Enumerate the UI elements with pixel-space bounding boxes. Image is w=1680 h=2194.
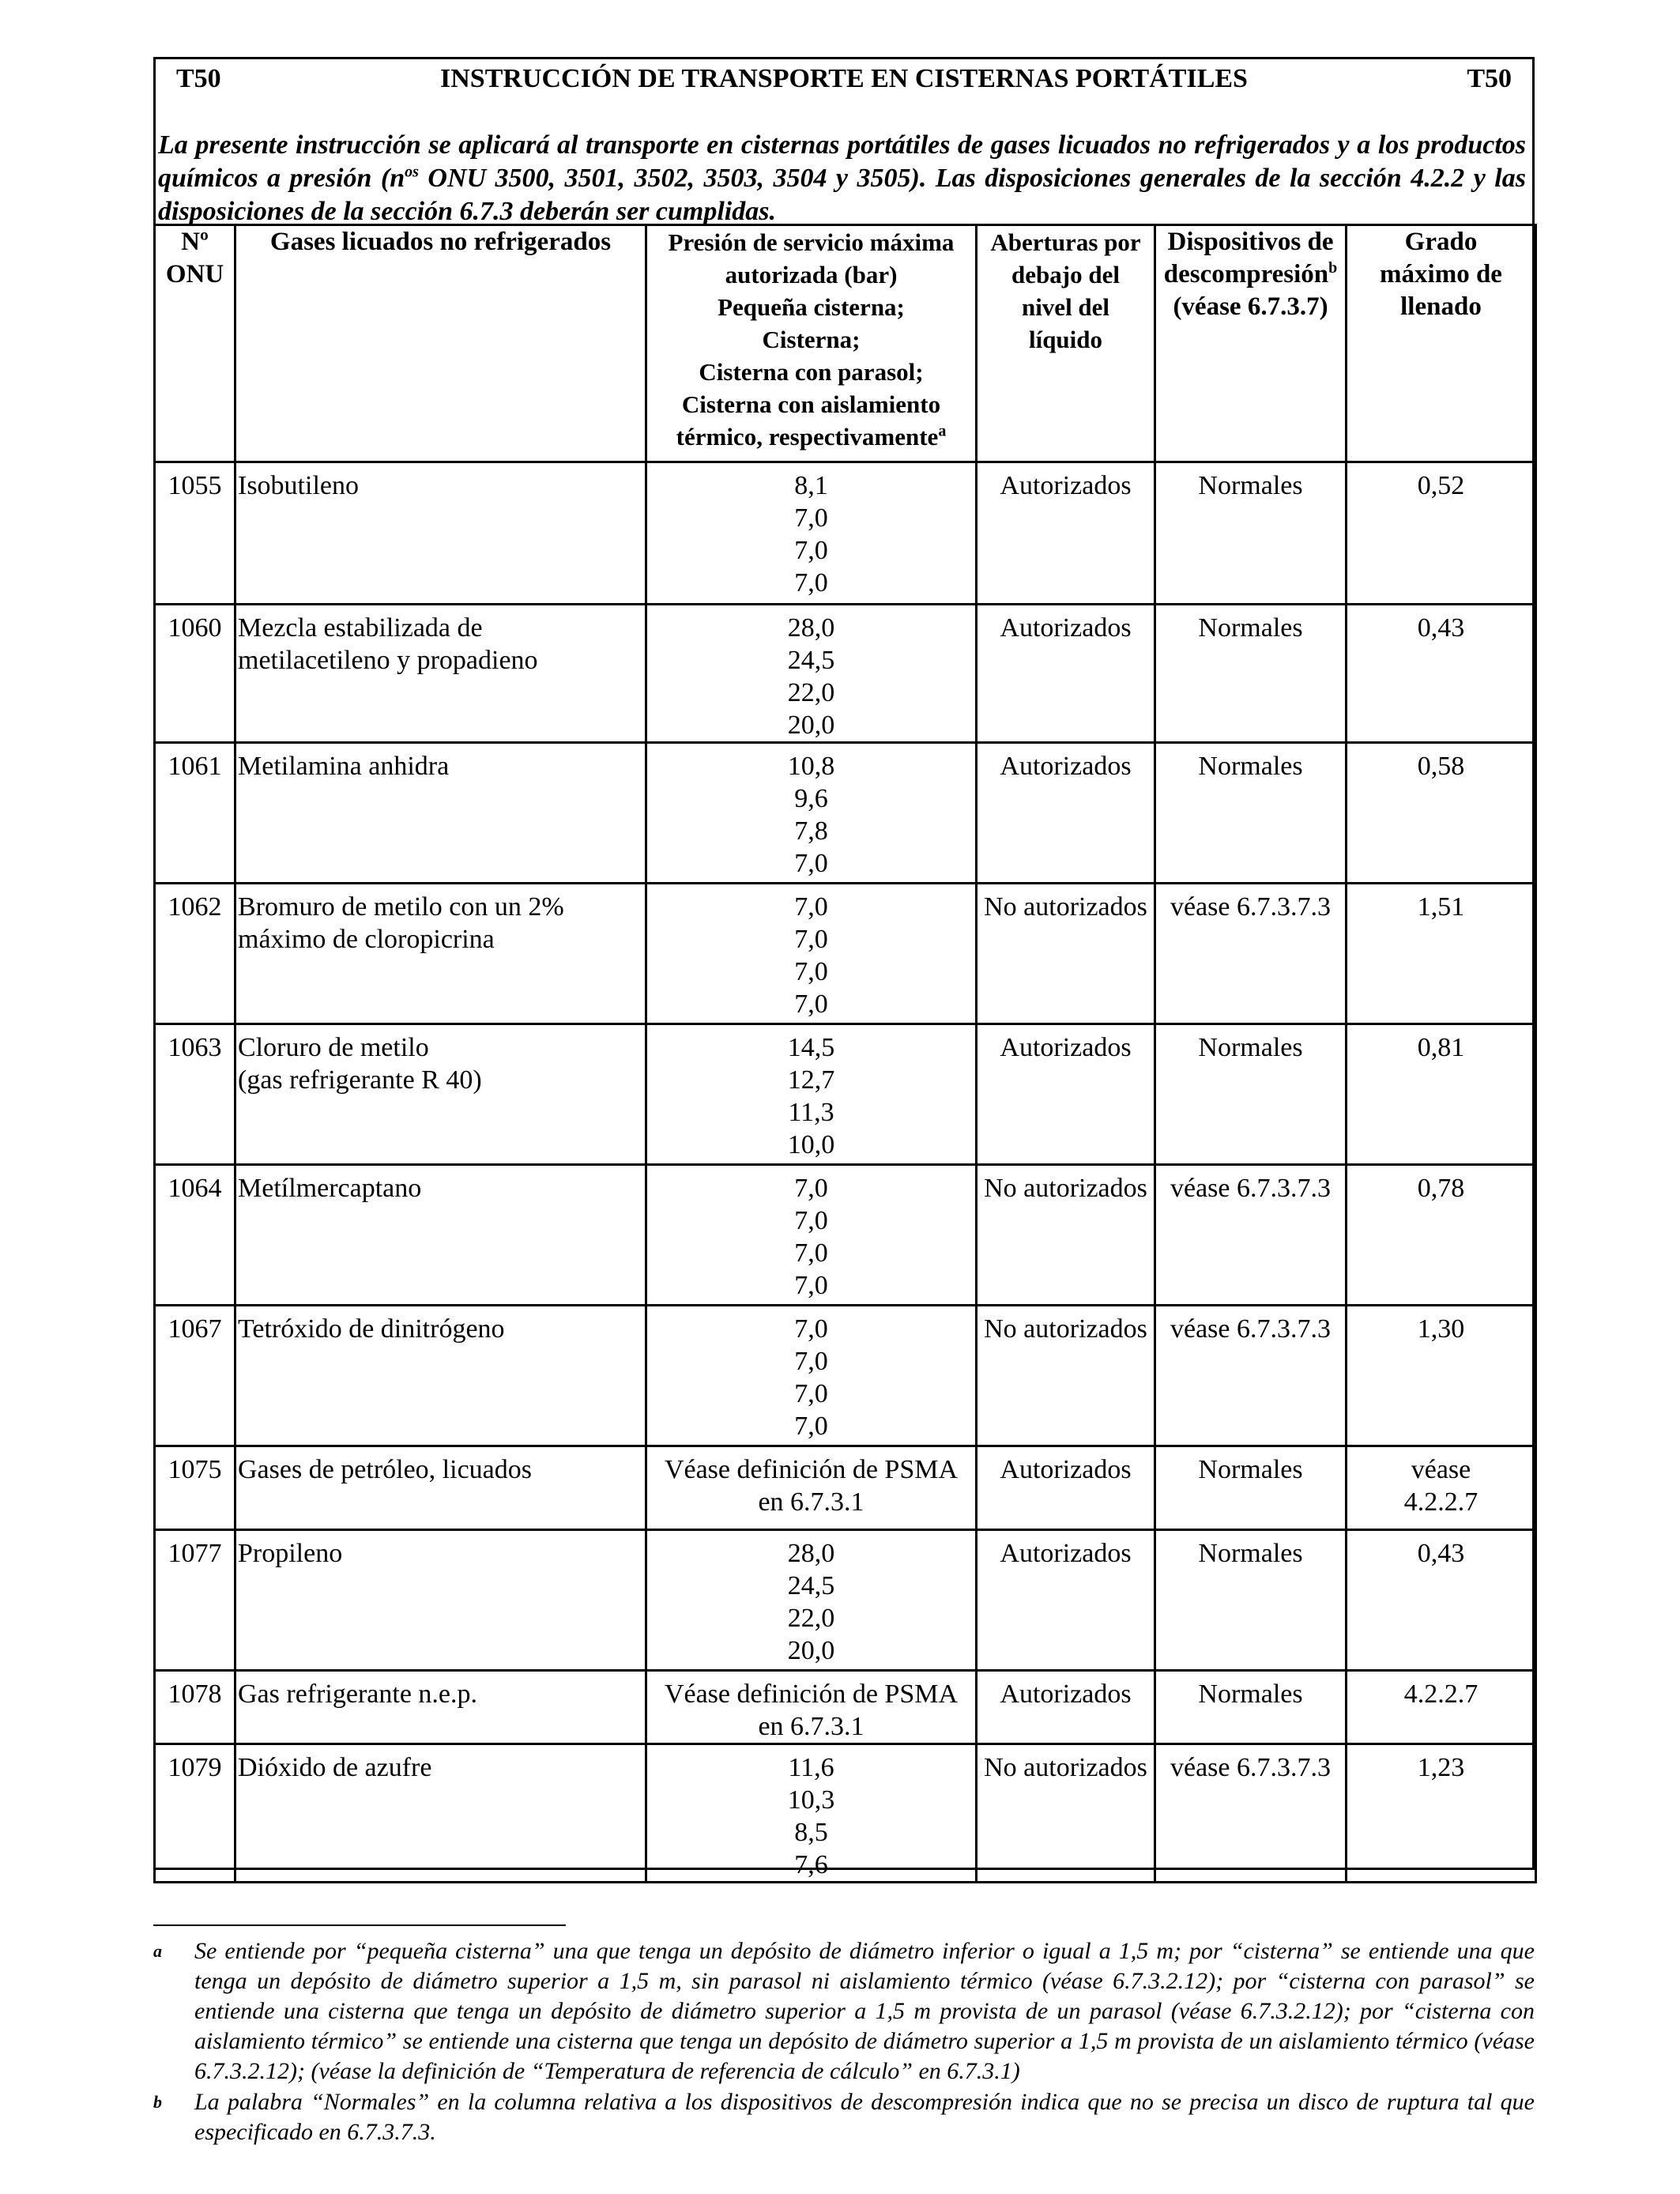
cell-pressure-line: 7,0	[794, 1238, 828, 1268]
cell-gas-name-line: Tetróxido de dinitrógeno	[238, 1314, 505, 1344]
cell-openings: Autorizados	[977, 1530, 1155, 1671]
cell-max-filling	[1347, 605, 1536, 743]
cell-un-number: 1064	[155, 1165, 235, 1306]
cell-pressure-line: 7,0	[794, 849, 828, 878]
cell-pressure-line: 14,5	[787, 1033, 835, 1062]
cell-gas-name-line: metilacetileno y propadieno	[238, 646, 538, 675]
cell-pressure-line: 7,0	[794, 1206, 828, 1235]
col-header-fill-l2: máximo de	[1380, 260, 1502, 288]
cell-pressure-line: 11,3	[788, 1098, 834, 1127]
cell-gas-name-line: Dióxido de azufre	[238, 1753, 432, 1782]
cell-max-filling	[1347, 1446, 1536, 1530]
col-header-un	[155, 225, 235, 462]
cell-gas-name	[235, 462, 646, 605]
cell-gas-name-line: Isobutileno	[238, 471, 359, 500]
cell-gas-name	[235, 605, 646, 743]
table-row	[155, 1671, 1536, 1744]
cell-pressure	[646, 743, 977, 884]
cell-max-filling	[1347, 462, 1536, 605]
footnote-b-mark: b	[153, 2092, 162, 2112]
table-row	[155, 1744, 1536, 1883]
cell-gas-name-line: Cloruro de metilo	[238, 1033, 429, 1062]
cell-gas-name-line: máximo de cloropicrina	[238, 925, 495, 954]
table-row	[155, 462, 1536, 605]
col-header-pressure-l5: Cisterna con parasol;	[699, 358, 924, 386]
cell-gas-name	[235, 1446, 646, 1530]
cell-pressure-line: 7,0	[794, 568, 828, 598]
cell-openings: Autorizados	[977, 1671, 1155, 1744]
cell-gas-name	[235, 1165, 646, 1306]
cell-pressure-line: en 6.7.3.1	[758, 1487, 864, 1517]
footnote-a-text: Se entiende por “pequeña cisterna” una que tenga un depósito de diámetro inferior o igual a 1,5 m; por “cisterna” se entiende una que tenga un depósito de diámetro superior a 1,5 m, sin parasol ni aislamiento térmico (véase 6.7.3.2.12); por “cisterna con parasol” se entiende una cisterna que tenga un depósito de diámetro superior a 1,5 m provista de un parasol (véase 6.7.3.2.12); por “cisterna con aislamiento térmico” se entiende una cisterna que tenga un depósito de diámetro superior a 1,5 m provista de un aislamiento térmico (véase 6.7.3.2.12); (véase la definición de “Temperatura de referencia de cálculo” en 6.7.3.1)	[194, 1938, 1535, 2084]
cell-pressure-line: en 6.7.3.1	[758, 1712, 864, 1741]
col-header-relief-l1: Dispositivos de	[1167, 228, 1334, 256]
cell-gas-name-line: Metílmercaptano	[238, 1174, 422, 1203]
cell-pressure-line: Véase definición de PSMA	[664, 1679, 959, 1709]
instruction-frame	[153, 57, 1535, 1879]
cell-max-filling	[1347, 1306, 1536, 1446]
intro-sup: os	[405, 163, 419, 181]
cell-relief-devices: Normales	[1155, 1671, 1347, 1744]
cell-pressure	[646, 1165, 977, 1306]
col-header-pressure-l7	[647, 420, 975, 453]
cell-max-filling-line: 0,52	[1417, 471, 1465, 500]
cell-pressure-line: 7,0	[794, 925, 828, 954]
cell-max-filling	[1347, 743, 1536, 884]
cell-pressure-line: 7,0	[794, 1314, 828, 1344]
cell-relief-devices: Normales	[1155, 462, 1347, 605]
table-body	[155, 462, 1536, 1883]
cell-gas-name-line: Mezcla estabilizada de	[238, 613, 483, 643]
cell-max-filling-line: 0,78	[1417, 1174, 1465, 1203]
cell-un-number: 1061	[155, 743, 235, 884]
footnote-ref-b: b	[1328, 259, 1338, 277]
cell-max-filling-line: véase	[1411, 1455, 1471, 1484]
table-row	[155, 1024, 1536, 1165]
col-header-gas-text: Gases licuados no refrigerados	[269, 228, 612, 256]
cell-un-number: 1077	[155, 1530, 235, 1671]
cell-pressure-line: 7,0	[794, 990, 828, 1019]
col-header-relief-l2	[1156, 258, 1345, 291]
cell-max-filling	[1347, 1024, 1536, 1165]
cell-max-filling-line: 1,30	[1417, 1314, 1465, 1344]
cell-pressure-line: 7,0	[794, 1379, 828, 1408]
cell-pressure-line: 7,6	[794, 1850, 828, 1879]
cell-gas-name	[235, 1306, 646, 1446]
cell-un-number: 1078	[155, 1671, 235, 1744]
cell-gas-name	[235, 1024, 646, 1165]
cell-pressure-line: 22,0	[787, 1604, 835, 1633]
table-row	[155, 1530, 1536, 1671]
col-header-pressure-l3: Pequeña cisterna;	[718, 293, 905, 321]
cell-pressure	[646, 605, 977, 743]
cell-un-number: 1075	[155, 1446, 235, 1530]
cell-gas-name-line: Gas refrigerante n.e.p.	[238, 1679, 478, 1709]
cell-pressure-line: 7,0	[794, 1271, 828, 1300]
cell-pressure-line: 8,1	[794, 471, 828, 500]
cell-pressure-line: 10,3	[787, 1785, 835, 1815]
table-header-row	[155, 225, 1536, 462]
gases-table	[153, 224, 1537, 1883]
col-header-openings-l4: líquido	[1028, 326, 1103, 353]
cell-openings: Autorizados	[977, 605, 1155, 743]
cell-max-filling-line: 4.2.2.7	[1403, 1487, 1478, 1517]
cell-gas-name-line: Metilamina anhidra	[238, 752, 450, 781]
cell-gas-name-line: (gas refrigerante R 40)	[238, 1065, 482, 1095]
cell-un-number: 1062	[155, 884, 235, 1024]
cell-openings: No autorizados	[977, 1306, 1155, 1446]
cell-max-filling	[1347, 1165, 1536, 1306]
cell-pressure-line: 10,0	[787, 1130, 835, 1159]
cell-pressure-line: 12,7	[787, 1065, 835, 1095]
cell-gas-name	[235, 1671, 646, 1744]
cell-openings: Autorizados	[977, 1446, 1155, 1530]
footnote-ref-a: a	[938, 422, 947, 440]
cell-gas-name	[235, 1530, 646, 1671]
cell-pressure-line: 7,0	[794, 892, 828, 922]
table-row	[155, 1306, 1536, 1446]
col-header-openings-l1: Aberturas por	[990, 228, 1141, 256]
cell-openings: No autorizados	[977, 884, 1155, 1024]
footnote-a	[153, 1936, 1535, 2087]
col-header-un-l2: ONU	[165, 260, 224, 288]
cell-max-filling-line: 1,23	[1417, 1753, 1465, 1782]
cell-pressure-line: 8,5	[794, 1818, 828, 1847]
cell-relief-devices: Normales	[1155, 1530, 1347, 1671]
table-row	[155, 743, 1536, 884]
cell-openings: Autorizados	[977, 1024, 1155, 1165]
cell-relief-devices: véase 6.7.3.7.3	[1155, 884, 1347, 1024]
cell-pressure-line: 24,5	[787, 646, 835, 675]
cell-pressure	[646, 1671, 977, 1744]
table-row	[155, 605, 1536, 743]
col-header-fill-l1: Grado	[1404, 228, 1478, 256]
cell-gas-name	[235, 884, 646, 1024]
cell-pressure	[646, 462, 977, 605]
cell-relief-devices: Normales	[1155, 1024, 1347, 1165]
cell-openings: No autorizados	[977, 1165, 1155, 1306]
cell-pressure	[646, 1306, 977, 1446]
cell-pressure-line: 7,8	[794, 816, 828, 846]
cell-un-number: 1079	[155, 1744, 235, 1883]
intro-text-after: ONU 3500, 3501, 3502, 3503, 3504 y 3505). Las disposiciones generales de la sección 4.2.2 y las disposiciones de la sección 6.7.3 deberán ser cumplidas.	[158, 164, 1526, 226]
col-header-relief	[1155, 225, 1347, 462]
cell-relief-devices: Normales	[1155, 743, 1347, 884]
cell-pressure-line: 28,0	[787, 1539, 835, 1568]
cell-pressure	[646, 1530, 977, 1671]
cell-un-number: 1060	[155, 605, 235, 743]
cell-openings: Autorizados	[977, 743, 1155, 884]
cell-pressure-line: 20,0	[787, 1636, 835, 1665]
cell-pressure	[646, 1744, 977, 1883]
col-header-pressure-l4: Cisterna;	[762, 326, 861, 353]
table-row	[155, 1446, 1536, 1530]
cell-pressure-line: 7,0	[794, 1412, 828, 1441]
col-header-pressure-l2: autorizada (bar)	[725, 261, 898, 288]
cell-pressure-line: 7,0	[794, 1174, 828, 1203]
cell-max-filling-line: 4.2.2.7	[1403, 1679, 1478, 1709]
cell-pressure-line: 20,0	[787, 711, 835, 740]
col-header-relief-l2-text: descompresión	[1163, 260, 1329, 288]
cell-max-filling-line: 1,51	[1417, 892, 1465, 922]
cell-gas-name-line: Gases de petróleo, licuados	[238, 1455, 532, 1484]
cell-un-number: 1055	[155, 462, 235, 605]
cell-pressure-line: 9,6	[794, 784, 828, 813]
cell-max-filling	[1347, 1671, 1536, 1744]
cell-relief-devices: Normales	[1155, 1446, 1347, 1530]
footnote-b-text: La palabra “Normales” en la columna relativa a los dispositivos de descompresión indica que no se precisa un disco de ruptura tal que especificado en 6.7.3.7.3.	[194, 2089, 1535, 2145]
col-header-openings-l3: nivel del	[1021, 293, 1110, 321]
cell-max-filling	[1347, 1744, 1536, 1883]
cell-gas-name-line: Propileno	[238, 1539, 343, 1568]
cell-un-number: 1063	[155, 1024, 235, 1165]
instruction-code-left: T50	[176, 64, 221, 93]
cell-pressure-line: 7,0	[794, 957, 828, 986]
table-row	[155, 1165, 1536, 1306]
cell-pressure-line: 22,0	[787, 678, 835, 707]
cell-relief-devices: véase 6.7.3.7.3	[1155, 1165, 1347, 1306]
cell-max-filling	[1347, 1530, 1536, 1671]
col-header-pressure-l1: Presión de servicio máxima	[668, 228, 955, 256]
intro-text-before: La presente instrucción se aplicará al transporte en cisternas portátiles de gases licuados no refrigerados y a los productos químicos a presión (n	[158, 130, 1526, 193]
col-header-gas	[235, 225, 646, 462]
cell-gas-name-line: Bromuro de metilo con un 2%	[238, 892, 564, 922]
cell-pressure-line: Véase definición de PSMA	[664, 1455, 959, 1484]
col-header-pressure-l7-text: térmico, respectivamente	[676, 423, 939, 450]
intro-paragraph	[158, 129, 1526, 228]
cell-pressure	[646, 884, 977, 1024]
cell-relief-devices: véase 6.7.3.7.3	[1155, 1744, 1347, 1883]
footnote-separator	[153, 1924, 566, 1926]
cell-openings: No autorizados	[977, 1744, 1155, 1883]
cell-pressure-line: 7,0	[794, 503, 828, 533]
cell-gas-name	[235, 1744, 646, 1883]
cell-openings: Autorizados	[977, 462, 1155, 605]
cell-max-filling-line: 0,58	[1417, 752, 1465, 781]
cell-relief-devices: véase 6.7.3.7.3	[1155, 1306, 1347, 1446]
cell-max-filling-line: 0,43	[1417, 613, 1465, 643]
table-row	[155, 884, 1536, 1024]
cell-pressure	[646, 1024, 977, 1165]
cell-pressure	[646, 1446, 977, 1530]
col-header-fill-l3: llenado	[1400, 292, 1482, 321]
col-header-fill	[1347, 225, 1536, 462]
cell-max-filling-line: 0,43	[1417, 1539, 1465, 1568]
instruction-title: INSTRUCCIÓN DE TRANSPORTE EN CISTERNAS PORTÁTILES	[440, 64, 1248, 93]
cell-pressure-line: 11,6	[788, 1753, 834, 1782]
col-header-openings-l2: debajo del	[1011, 261, 1120, 288]
footnote-b	[153, 2087, 1535, 2147]
cell-pressure-line: 24,5	[787, 1571, 835, 1600]
cell-relief-devices: Normales	[1155, 605, 1347, 743]
col-header-un-l1: Nº	[181, 228, 209, 256]
footnote-a-mark: a	[153, 1941, 162, 1961]
cell-pressure-line: 7,0	[794, 1347, 828, 1376]
col-header-pressure-l6: Cisterna con aislamiento	[681, 390, 941, 418]
cell-un-number: 1067	[155, 1306, 235, 1446]
cell-pressure-line: 10,8	[787, 752, 835, 781]
col-header-relief-l3: (véase 6.7.3.7)	[1173, 292, 1328, 321]
col-header-pressure	[646, 225, 977, 462]
cell-pressure-line: 28,0	[787, 613, 835, 643]
cell-max-filling-line: 0,81	[1417, 1033, 1465, 1062]
cell-gas-name	[235, 743, 646, 884]
instruction-code-right: T50	[1467, 64, 1512, 93]
cell-max-filling	[1347, 884, 1536, 1024]
col-header-openings	[977, 225, 1155, 462]
cell-pressure-line: 7,0	[794, 536, 828, 565]
